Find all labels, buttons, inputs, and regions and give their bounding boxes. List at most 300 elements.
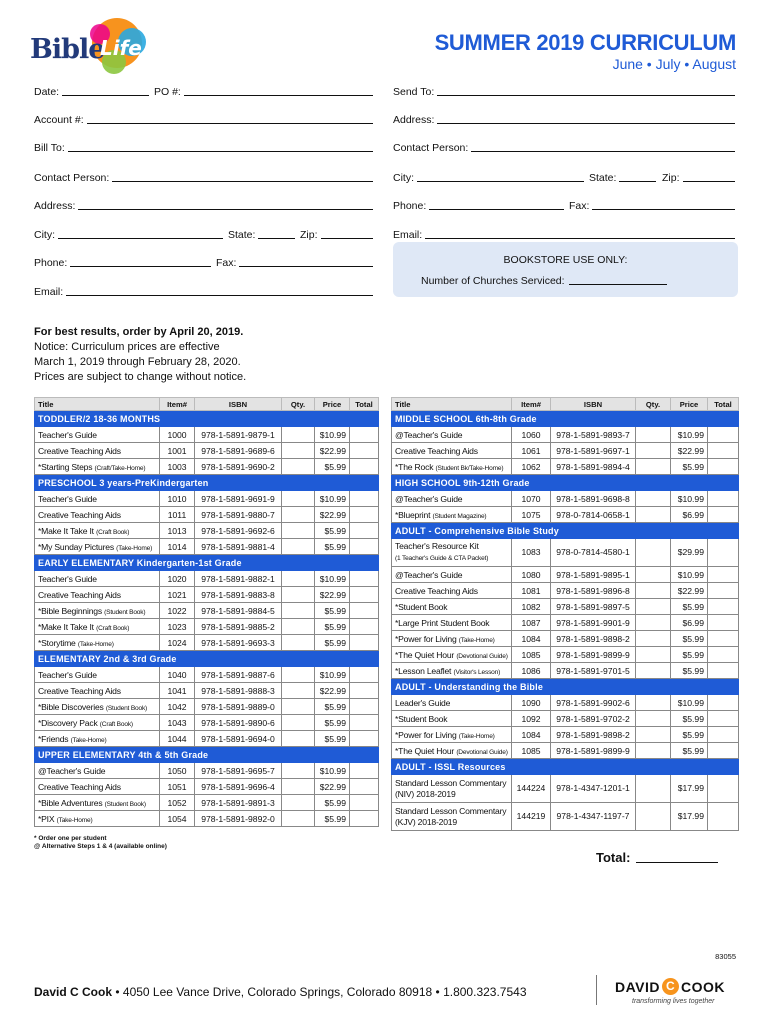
line-total[interactable] [708,631,739,647]
product-title: Teacher's Guide [38,429,97,440]
ship-state-line[interactable] [619,181,656,182]
price: $10.99 [315,427,350,443]
product-title-cell [392,727,512,743]
ship-state-field[interactable] [589,170,659,184]
line-total[interactable] [350,715,379,731]
price: $22.99 [315,779,350,795]
price: $5.99 [315,539,350,555]
product-title-cell [35,779,160,795]
price: $22.99 [671,583,708,599]
column-header-qty: Qty. [636,398,671,411]
qty-input[interactable] [282,731,315,747]
product-title: *The Quiet Hour [395,745,455,756]
product-title: Creative Teaching Aids [38,509,121,520]
isbn: 978-1-5891-9883-8 [195,587,282,603]
item-number: 1003 [160,459,195,475]
product-title: *Storytime [38,637,76,648]
line-total[interactable] [708,775,739,803]
bookstore-heading: BOOKSTORE USE ONLY: [503,254,628,266]
order-table-left [34,397,379,827]
qty-input[interactable] [636,567,671,583]
fax-line[interactable] [239,266,373,267]
product-title: *Make It Take It [38,621,94,632]
account-line[interactable] [87,123,373,124]
line-total[interactable] [708,443,739,459]
qty-input[interactable] [282,715,315,731]
product-row [392,459,739,475]
item-number: 1043 [160,715,195,731]
qty-input[interactable] [282,491,315,507]
qty-input[interactable] [636,539,671,567]
product-title-cell [392,567,512,583]
line-total[interactable] [350,491,379,507]
product-note: (Craft Book) [96,528,130,536]
price: $5.99 [671,727,708,743]
price: $6.99 [671,507,708,523]
send-to-field[interactable] [393,84,738,98]
item-number: 1085 [512,647,551,663]
qty-input[interactable] [282,587,315,603]
product-row [35,587,379,603]
product-title-cell [392,631,512,647]
price: $22.99 [315,443,350,459]
item-number: 1021 [160,587,195,603]
product-title-cell [392,711,512,727]
line-total[interactable] [708,491,739,507]
ship-email-line[interactable] [425,238,735,239]
product-note: (1 Teacher's Guide & CTA Packet) [395,555,489,562]
isbn: 978-1-5891-9702-2 [551,711,636,727]
qty-input[interactable] [282,619,315,635]
item-number: 1010 [160,491,195,507]
line-total[interactable] [708,743,739,759]
isbn: 978-1-5891-9701-5 [551,663,636,679]
product-note: (Visitor's Lesson) [453,668,501,676]
section-title: MIDDLE SCHOOL 6th-8th Grade [392,411,739,427]
zip-line[interactable] [321,238,373,239]
notice-order-by: For best results, order by April 20, 2019. [34,326,244,338]
price: $5.99 [671,631,708,647]
product-row [35,491,379,507]
ship-city-label: City: [393,172,414,184]
churches-line[interactable] [569,284,667,285]
product-row [35,523,379,539]
item-number: 1001 [160,443,195,459]
section-header-row [392,679,739,695]
price: $22.99 [315,683,350,699]
isbn: 978-1-5891-9897-5 [551,599,636,615]
qty-input[interactable] [282,427,315,443]
qty-input[interactable] [636,427,671,443]
product-title: *Power for Living [395,729,457,740]
email-label: Email: [34,286,64,298]
isbn: 978-1-5891-9698-8 [551,491,636,507]
product-title: *Bible Beginnings [38,605,102,616]
line-total[interactable] [708,427,739,443]
ship-contact-field[interactable] [393,140,738,154]
ship-contact-line[interactable] [471,151,735,152]
product-row [35,763,379,779]
isbn: 978-1-5891-9902-6 [551,695,636,711]
product-note: (Take-Home) [458,636,495,644]
column-header-price: Price [671,398,708,411]
product-title: *Student Book [395,713,448,724]
section-header-row [392,759,739,775]
table-header-row [35,398,379,411]
product-title: Teacher's Guide [38,669,97,680]
section-title: HIGH SCHOOL 9th-12th Grade [392,475,739,491]
product-title: *Power for Living [395,633,457,644]
state-field[interactable] [228,227,298,241]
fax-label: Fax: [216,257,237,269]
product-title: @Teacher's Guide [38,765,106,776]
item-number: 1051 [160,779,195,795]
address-field[interactable] [34,198,376,212]
item-number: 1052 [160,795,195,811]
section-title: ADULT - Comprehensive Bible Study [392,523,739,539]
product-title-cell [392,775,512,803]
qty-input[interactable] [282,763,315,779]
column-header-total: Total [350,398,379,411]
ship-email-field[interactable] [393,227,738,241]
line-total[interactable] [708,695,739,711]
qty-input[interactable] [636,599,671,615]
price: $5.99 [315,811,350,827]
product-title: Creative Teaching Aids [395,585,478,596]
qty-input[interactable] [282,699,315,715]
line-total[interactable] [708,567,739,583]
section-title: TODDLER/2 18-36 MONTHS [35,411,379,427]
item-number: 1084 [512,727,551,743]
isbn: 978-1-5891-9895-1 [551,567,636,583]
logo-word: Bible [30,34,105,65]
city-field[interactable] [34,227,226,241]
qty-input[interactable] [636,695,671,711]
product-note: (Student Book) [105,704,148,712]
section-header-row [392,411,739,427]
line-total[interactable] [350,443,379,459]
contact-line[interactable] [112,181,373,182]
isbn: 978-1-5891-9896-8 [551,583,636,599]
qty-input[interactable] [636,443,671,459]
email-line[interactable] [66,295,373,296]
qty-input[interactable] [636,615,671,631]
qty-input[interactable] [636,459,671,475]
qty-input[interactable] [282,635,315,651]
qty-input[interactable] [282,779,315,795]
address-label: Address: [34,200,76,212]
date-label: Date: [34,86,60,98]
footnote-at: @ Alternative Steps 1 & 4 (available online) [34,843,167,850]
qty-input[interactable] [282,459,315,475]
david-c-cook-logo [615,978,725,995]
product-title-cell [35,443,160,459]
price: $6.99 [671,615,708,631]
city-line[interactable] [58,238,223,239]
line-total[interactable] [708,507,739,523]
product-row [35,667,379,683]
product-note: (Student Bk/Take-Home) [435,464,504,472]
footer-divider [596,975,597,1005]
price: $5.99 [315,715,350,731]
qty-input[interactable] [282,539,315,555]
qty-input[interactable] [636,507,671,523]
phone-line[interactable] [70,266,211,267]
ship-phone-line[interactable] [429,209,564,210]
product-row [35,603,379,619]
product-title: *Friends [38,733,69,744]
line-total[interactable] [350,539,379,555]
account-label: Account #: [34,114,84,126]
page-title: SUMMER 2019 CURRICULUM [434,30,736,55]
section-header-row [35,475,379,491]
qty-input[interactable] [282,811,315,827]
isbn: 978-1-5891-9884-5 [195,603,282,619]
price: $10.99 [315,763,350,779]
product-title: *Make It Take It [38,525,94,536]
line-total[interactable] [350,667,379,683]
isbn: 978-1-5891-9901-9 [551,615,636,631]
product-note: (Student Magazine) [432,512,487,520]
order-total[interactable] [596,850,718,865]
qty-input[interactable] [636,775,671,803]
total-line[interactable] [636,862,718,863]
ship-phone-label: Phone: [393,200,427,212]
qty-input[interactable] [636,583,671,599]
price: $10.99 [315,667,350,683]
product-title: Teacher's Resource Kit [395,541,479,551]
line-total[interactable] [350,427,379,443]
product-title-cell [392,491,512,507]
line-total[interactable] [708,711,739,727]
product-row [35,715,379,731]
line-total[interactable] [708,539,739,567]
qty-input[interactable] [282,523,315,539]
line-total[interactable] [350,459,379,475]
qty-input[interactable] [282,795,315,811]
fax-field[interactable] [216,255,376,269]
product-title-cell [35,635,160,651]
product-title-cell [35,539,160,555]
product-title: *The Quiet Hour [395,649,455,660]
address-line[interactable] [78,209,373,210]
section-title: EARLY ELEMENTARY Kindergarten-1st Grade [35,555,379,571]
phone-field[interactable] [34,255,214,269]
column-header-item: Item# [160,398,195,411]
product-note: (Devotional Guide) [456,748,508,756]
isbn: 978-1-5891-9890-6 [195,715,282,731]
price: $22.99 [671,443,708,459]
product-row [35,795,379,811]
line-total[interactable] [350,603,379,619]
line-total[interactable] [708,459,739,475]
product-note: (Student Book) [104,800,146,808]
product-row [392,507,739,523]
qty-input[interactable] [636,491,671,507]
bill-to-line[interactable] [68,151,373,152]
qty-input[interactable] [636,663,671,679]
item-number: 1090 [512,695,551,711]
line-total[interactable] [350,811,379,827]
qty-input[interactable] [282,667,315,683]
qty-input[interactable] [282,603,315,619]
price: $5.99 [671,599,708,615]
product-title: *My Sunday Pictures [38,541,114,552]
product-title-cell [35,507,160,523]
ship-phone-field[interactable] [393,198,567,212]
po-field[interactable] [154,84,376,98]
product-title-cell [392,443,512,459]
line-total[interactable] [350,571,379,587]
ship-address-line[interactable] [437,123,735,124]
line-total[interactable] [350,763,379,779]
price: $5.99 [671,459,708,475]
item-number: 1080 [512,567,551,583]
qty-input[interactable] [636,803,671,831]
ship-zip-field[interactable] [662,170,738,184]
product-title-cell [392,539,512,567]
line-total[interactable] [708,599,739,615]
qty-input[interactable] [636,711,671,727]
product-title-cell [35,523,160,539]
isbn: 978-1-5891-9899-9 [551,647,636,663]
footnotes [34,835,167,851]
qty-input[interactable] [636,631,671,647]
product-row [392,647,739,663]
price: $5.99 [315,795,350,811]
product-title-cell [35,603,160,619]
qty-input[interactable] [636,743,671,759]
isbn: 978-1-5891-9879-1 [195,427,282,443]
price: $10.99 [315,571,350,587]
qty-input[interactable] [282,443,315,459]
isbn: 978-1-5891-9696-4 [195,779,282,795]
product-title: Creative Teaching Aids [38,781,121,792]
section-header-row [392,523,739,539]
product-note: (Craft/Take-Home) [94,464,146,472]
date-line[interactable] [62,95,149,96]
po-line[interactable] [184,95,373,96]
ship-fax-line[interactable] [592,209,735,210]
section-title: ELEMENTARY 2nd & 3rd Grade [35,651,379,667]
qty-input[interactable] [282,507,315,523]
biblelife-logo [30,18,148,80]
item-number: 1000 [160,427,195,443]
price: $5.99 [315,603,350,619]
line-total[interactable] [708,615,739,631]
bill-to-field[interactable] [34,140,376,154]
line-total[interactable] [350,683,379,699]
zip-field[interactable] [300,227,376,241]
isbn: 978-1-5891-9889-0 [195,699,282,715]
product-note: (Student Book) [104,608,146,616]
date-field[interactable] [34,84,152,98]
send-to-line[interactable] [437,95,735,96]
logo-life: Life [100,36,142,60]
line-total[interactable] [708,663,739,679]
ship-city-field[interactable] [393,170,587,184]
price: $10.99 [671,427,708,443]
qty-input[interactable] [282,571,315,587]
price: $5.99 [315,619,350,635]
product-title-cell [392,507,512,523]
product-title-cell [35,459,160,475]
product-title-cell [35,715,160,731]
state-line[interactable] [258,238,295,239]
product-title: *Blueprint [395,509,431,520]
logo-cook: COOK [681,978,726,995]
product-title: Creative Teaching Aids [38,589,121,600]
line-total[interactable] [350,699,379,715]
price: $10.99 [315,491,350,507]
product-title: *Student Book [395,601,448,612]
ship-zip-line[interactable] [683,181,735,182]
footer-contact: • 4050 Lee Vance Drive, Colorado Springs, Colorado 80918 • 1.800.323.7543 [115,985,527,999]
section-header-row [35,555,379,571]
qty-input[interactable] [636,727,671,743]
ship-fax-label: Fax: [569,200,590,212]
contact-field[interactable] [34,170,376,184]
line-total[interactable] [708,583,739,599]
section-header-row [35,747,379,763]
column-header-isbn: ISBN [195,398,282,411]
isbn: 978-1-5891-9899-9 [551,743,636,759]
item-number: 1050 [160,763,195,779]
line-total[interactable] [350,507,379,523]
isbn: 978-1-5891-9881-4 [195,539,282,555]
product-title: Teacher's Guide [38,493,97,504]
product-title: *Starting Steps [38,461,93,472]
line-total[interactable] [350,779,379,795]
product-title: Creative Teaching Aids [38,685,121,696]
line-total[interactable] [350,635,379,651]
item-number: 1060 [512,427,551,443]
item-number: 1085 [512,743,551,759]
ship-fax-field[interactable] [569,198,738,212]
price: $17.99 [671,803,708,831]
product-row [35,731,379,747]
item-number: 1011 [160,507,195,523]
product-row [392,743,739,759]
ship-city-line[interactable] [417,181,584,182]
line-total[interactable] [350,795,379,811]
product-title: *Bible Adventures [38,797,103,808]
product-title: *Lesson Leaflet [395,665,452,676]
churches-field[interactable] [421,275,667,287]
logo-tagline: transforming lives together [632,998,715,1005]
price: $5.99 [671,743,708,759]
line-total[interactable] [350,619,379,635]
item-number: 1044 [160,731,195,747]
email-field[interactable] [34,284,376,298]
line-total[interactable] [350,587,379,603]
line-total[interactable] [708,803,739,831]
qty-input[interactable] [282,683,315,699]
line-total[interactable] [350,523,379,539]
line-total[interactable] [350,731,379,747]
product-note: (Take-Home) [458,732,495,740]
ship-address-field[interactable] [393,112,738,126]
item-number: 1020 [160,571,195,587]
page-subtitle: June • July • August [612,56,736,72]
line-total[interactable] [708,727,739,743]
line-total[interactable] [708,647,739,663]
product-title-cell [392,743,512,759]
account-field[interactable] [34,112,376,126]
product-note: (Take-Home) [56,816,93,824]
qty-input[interactable] [636,647,671,663]
product-title-cell [392,663,512,679]
